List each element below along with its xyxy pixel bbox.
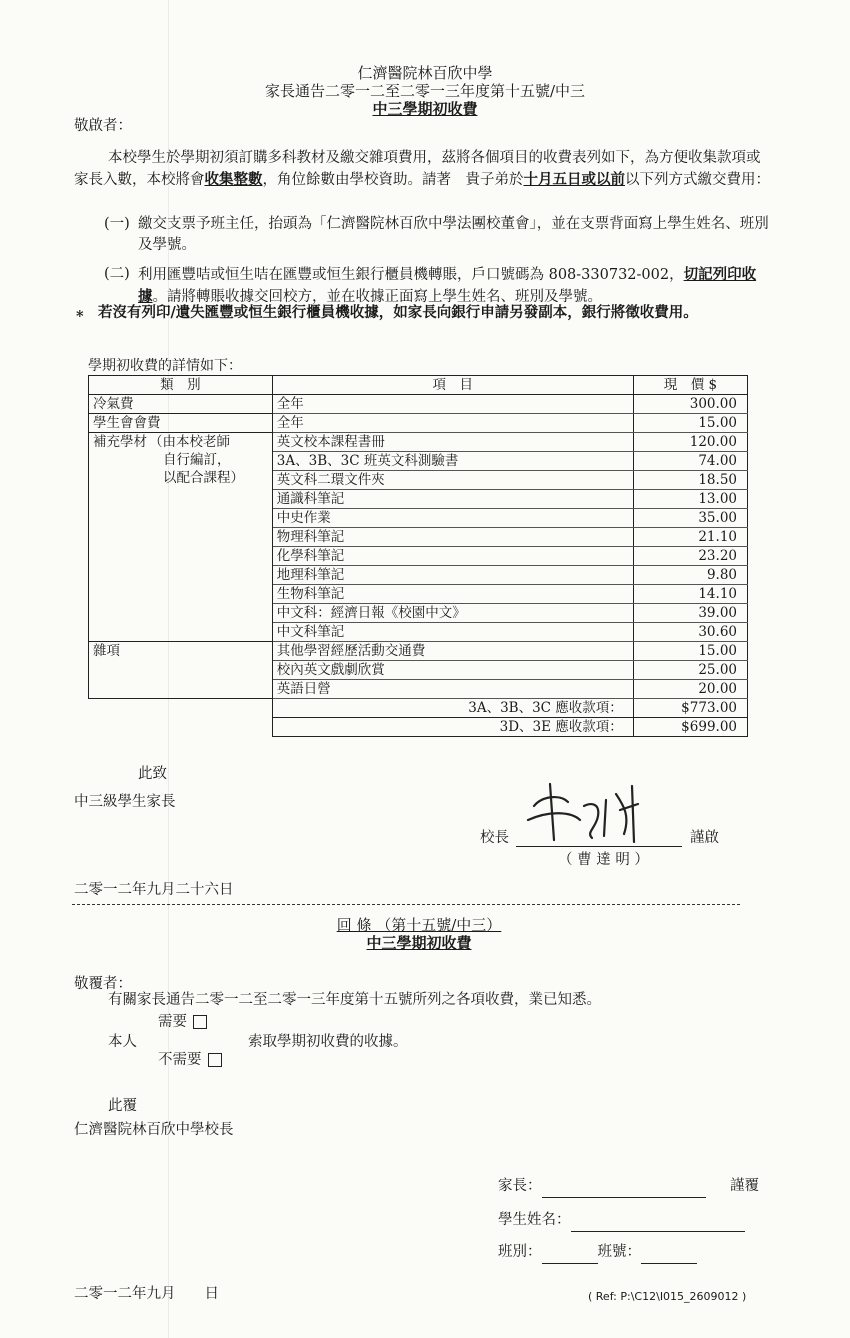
- principal-label: 校長: [480, 830, 509, 846]
- row-price: 14.10: [633, 585, 747, 604]
- row-price: 35.00: [633, 509, 747, 528]
- reference-code: ( Ref: P:\C12\I015_2609012 ): [588, 1290, 747, 1303]
- row-price: 20.00: [633, 680, 747, 699]
- row-price: 300.00: [633, 395, 747, 414]
- method-one-number: (一): [104, 216, 130, 232]
- total-row-de: [89, 718, 748, 737]
- cat-supp-note-2: 自行編訂，: [163, 452, 231, 468]
- row-item: 英語日營: [272, 680, 633, 699]
- table-row: [89, 395, 748, 414]
- cat-supp-note-1: （由本校老師: [149, 434, 230, 450]
- row-item: 生物科筆記: [272, 585, 633, 604]
- table-header-row: [89, 376, 748, 395]
- reply-to: 仁濟醫院林百欣中學校長: [74, 1122, 234, 1138]
- total-de-label: 3D、3E 應收款項：: [272, 718, 633, 737]
- number-label: 班號：: [597, 1244, 641, 1260]
- row-price: 18.50: [633, 471, 747, 490]
- total-abc-value: $773.00: [633, 699, 747, 718]
- row-item: 中文科：經濟日報《校園中文》: [272, 604, 633, 623]
- principal-signature-icon: [520, 776, 650, 848]
- intro-text-2: ，角位餘數由學校資助。請著 貴子弟於: [262, 172, 524, 188]
- reply-title: 回 條 （第十五號/中三）: [336, 916, 502, 934]
- table-row: [89, 433, 748, 452]
- cat-misc: 雜項: [89, 642, 273, 699]
- reply-date: 二零一二年九月 日: [74, 1286, 219, 1302]
- reply-respect: 謹覆: [730, 1178, 759, 1194]
- not-need-label: 不需要: [158, 1052, 202, 1068]
- not-need-checkbox[interactable]: [208, 1053, 222, 1067]
- cat-supp-note: [149, 433, 244, 487]
- row-price: 120.00: [633, 433, 747, 452]
- reply-request: 索取學期初收費的收據。: [248, 1034, 408, 1050]
- col-item: 項 目: [272, 376, 633, 395]
- need-label: 需要: [158, 1014, 187, 1030]
- closing-addressee: 中三級學生家長: [74, 794, 176, 810]
- notice-subject: 中三學期初收費: [372, 100, 478, 118]
- need-option: [158, 1012, 207, 1033]
- class-label: 班別：: [498, 1244, 542, 1260]
- row-item: 其他學習經歷活動交通費: [272, 642, 633, 661]
- table-row: [89, 414, 748, 433]
- total-abc-label: 3A、3B、3C 應收款項：: [272, 699, 633, 718]
- need-checkbox[interactable]: [193, 1015, 207, 1029]
- parent-label: 家長：: [498, 1178, 542, 1194]
- notice-date: 二零一二年九月二十六日: [74, 882, 234, 898]
- closing-respect: 謹啟: [690, 830, 719, 846]
- method-two-text-1: 利用匯豐咭或恒生咭在匯豐或恒生銀行櫃員機轉賬，戶口號碼為 808-330732-002，: [138, 267, 684, 283]
- row-item: 英文科二環文件夾: [272, 471, 633, 490]
- class-number-input[interactable]: [641, 1242, 697, 1264]
- warning-text: 若沒有列印/遺失匯豐或恒生銀行櫃員機收據，如家長向銀行申請另發副本，銀行將徵收費用。: [98, 304, 698, 321]
- intro-collect: 收集整數: [204, 171, 263, 188]
- row-item: 全年: [272, 395, 633, 414]
- student-label: 學生姓名：: [498, 1212, 571, 1228]
- col-price: 現 價 $: [633, 376, 747, 395]
- row-item: 通識科筆記: [272, 490, 633, 509]
- parent-input[interactable]: [542, 1176, 706, 1198]
- method-two-text-2: 。請將轉賬收據交回校方，並在收據正面寫上學生姓名、班別及學號。: [152, 289, 602, 305]
- warning-star: *: [76, 308, 84, 325]
- row-item: 中史作業: [272, 509, 633, 528]
- total-row-abc: [89, 699, 748, 718]
- row-price: 23.20: [633, 547, 747, 566]
- student-field: [498, 1210, 745, 1232]
- row-price: 13.00: [633, 490, 747, 509]
- notice-number: 家長通告二零一二至二零一三年度第十五號/中三: [264, 82, 586, 100]
- row-item: 物理科筆記: [272, 528, 633, 547]
- principal-name: （ 曹 達 明 ）: [558, 852, 649, 868]
- row-price: 30.60: [633, 623, 747, 642]
- row-item: 中文科筆記: [272, 623, 633, 642]
- method-two-number: (二): [104, 266, 130, 282]
- class-field: [498, 1242, 697, 1264]
- total-de-value: $699.00: [633, 718, 747, 737]
- row-item: 化學科筆記: [272, 547, 633, 566]
- method-two-emphasis: 切記列印收據: [138, 266, 757, 305]
- row-item: 3A、3B、3C 班英文科測驗書: [272, 452, 633, 471]
- row-item: 地理科筆記: [272, 566, 633, 585]
- student-name-input[interactable]: [571, 1210, 745, 1232]
- table-caption: 學期初收費的詳情如下：: [88, 358, 242, 374]
- row-item: 校內英文戲劇欣賞: [272, 661, 633, 680]
- row-price: 9.80: [633, 566, 747, 585]
- reply-salutation: 敬覆者：: [74, 976, 132, 992]
- fee-table: [88, 375, 748, 737]
- reply-cifu: 此覆: [108, 1098, 137, 1114]
- cat-aircon: 冷氣費: [89, 395, 273, 414]
- method-one-text: 繳交支票予班主任，抬頭為「仁濟醫院林百欣中學法團校董會」，並在支票背面寫上學生姓名、班別及學號。: [138, 216, 769, 253]
- row-price: 15.00: [633, 414, 747, 433]
- salutation: 敬啟者：: [74, 118, 132, 134]
- cat-union: 學生會會費: [89, 414, 273, 433]
- row-price: 25.00: [633, 661, 747, 680]
- class-input[interactable]: [542, 1242, 598, 1264]
- row-item: 全年: [272, 414, 633, 433]
- school-name: 仁濟醫院林百欣中學: [357, 64, 493, 82]
- intro-text-1: 本校學生於學期初須訂購多科教材及繳交雜項費用，茲將各個項目的收費表列如下，為方便收集款項或家長入數，本校將會: [74, 150, 761, 188]
- reply-subject: 中三學期初收費: [366, 934, 472, 952]
- closing-cizhi: 此致: [138, 766, 167, 782]
- row-price: 15.00: [633, 642, 747, 661]
- row-price: 39.00: [633, 604, 747, 623]
- table-row: [89, 642, 748, 661]
- intro-deadline: 十月五日或以前: [523, 171, 625, 188]
- row-item: 英文校本課程書冊: [272, 433, 633, 452]
- cat-supplementary: [89, 433, 273, 642]
- reply-ack: 有關家長通告二零一二至二零一三年度第十五號所列之各項收費，業已知悉。: [108, 992, 601, 1008]
- cat-supp-note-3: 以配合課程）: [163, 470, 244, 486]
- reply-self: 本人: [108, 1034, 137, 1050]
- row-price: 74.00: [633, 452, 747, 471]
- col-category: 類 別: [89, 376, 273, 395]
- cat-supp-label: 補充學材: [93, 434, 147, 450]
- intro-text-3: 以下列方式繳交費用：: [625, 172, 770, 188]
- tear-off-line: [72, 904, 740, 905]
- row-price: 21.10: [633, 528, 747, 547]
- not-need-option: [158, 1050, 222, 1071]
- parent-field: [498, 1176, 706, 1198]
- intro-paragraph: [74, 148, 770, 191]
